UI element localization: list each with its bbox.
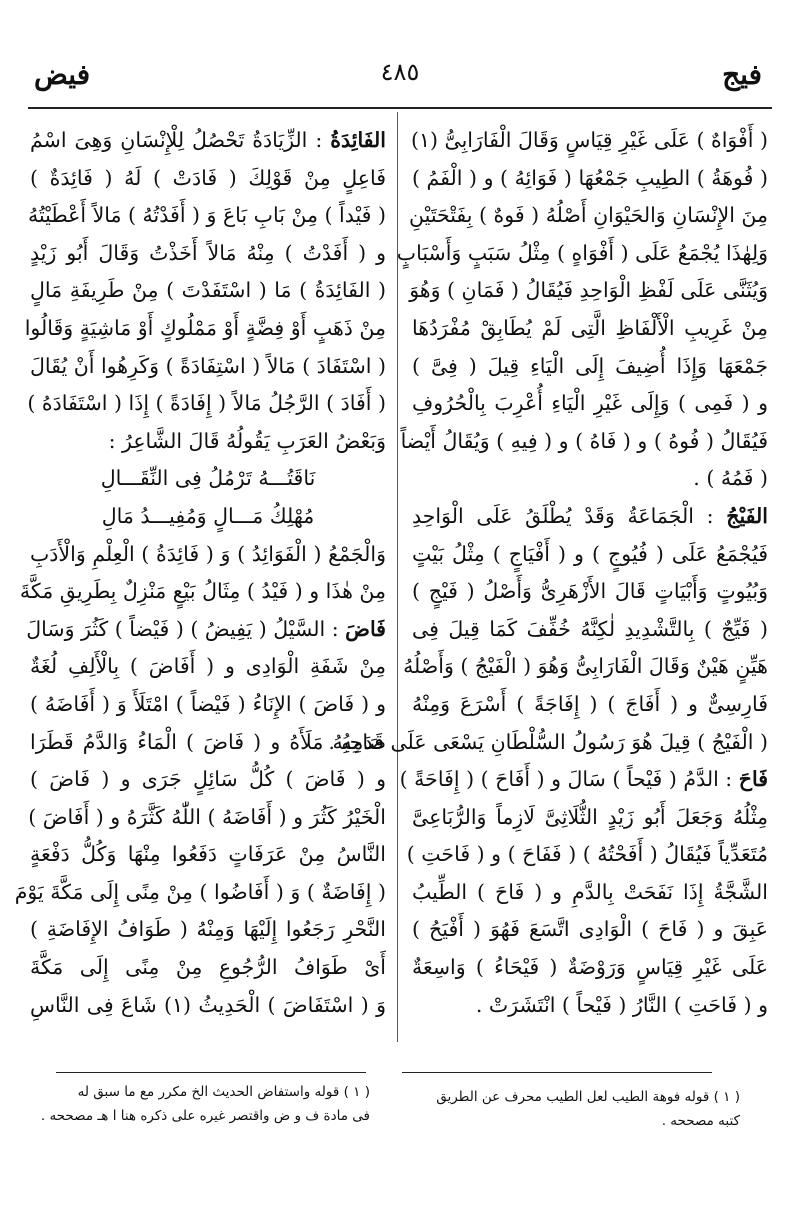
text-line: [412, 310, 768, 348]
text-line: [30, 498, 386, 536]
line-text: ( إِفَاضَةٌ ) وَ ( أَفَاضُوا ) مِنْ مِنًى إِلَى مَكَّةَ يَوْمَ: [14, 879, 386, 904]
text-line: [30, 987, 386, 1025]
footnote-left: [30, 1080, 370, 1128]
headword: فَاحَ: [738, 767, 768, 792]
text-line: [30, 536, 386, 574]
text-line: [396, 235, 768, 273]
footnote-rule-right: [402, 1072, 712, 1073]
line-text: صَاحِبُهُ مَلَأَهُ و ( فَاضَ ) الْمَاءُ وَالدَّمُ قَطَرَا: [30, 729, 386, 754]
line-text: النَّاسُ مِنْ عَرَفَاتٍ دَفَعُوا مِنْهَا وَكُلُّ دَفْعَةٍ: [30, 842, 386, 867]
line-text: ( فَيِّجٌ ) بِالتَّشْدِيدِ لٰكِنَّهُ خُفِّفَ كَمَا قِيلَ فِى: [412, 616, 768, 641]
text-line: [30, 836, 386, 874]
line-text: فَيُجْمَعُ عَلَى ( فُيُوجٍ ) و ( أَفْيَاجٍ ) مِثْلُ بَيْتٍ: [412, 541, 768, 566]
line-text: ( الفَائِدَةُ ) مَا ( اسْتَفَدْتَ ) مِنْ طَرِيفَةِ مَالٍ: [30, 278, 386, 303]
line-text: ( أَفْوَاهٌ ) عَلَى غَيْرِ قِيَاسٍ وَقَالَ الْفَارَابِىُّ (١): [410, 128, 768, 152]
text-line: [27, 197, 386, 235]
headword: فَاضَ: [345, 616, 386, 641]
line-text: و ( فَاضَ ) كُلُّ سَائِلٍ جَرَى و ( فَاضَ ): [30, 767, 386, 792]
text-line: [412, 949, 768, 987]
text-line: [30, 724, 386, 762]
header-left-word: فيض: [34, 58, 91, 91]
line-text: ( أَفَادَ ) الرَّجُلُ مَالاً ( إِفَادَةً ) إِذَا ( اسْتَفَادَهُ ): [27, 391, 386, 416]
text-line: [30, 423, 386, 461]
line-text: وَبَعْضُ العَرَبِ يَقُولُهُ قَالَ الشَّاعِرُ :: [108, 428, 386, 453]
line-text: وَ ( اسْتَفَاضَ ) الْحَدِيثُ (١) شَاعَ فِى النَّاسِ: [30, 992, 386, 1017]
line-text: مِنْ ذَهَبٍ أَوْ فِضَّةٍ أَوْ مَمْلُوكٍ أَوْ مَاشِيَةٍ وَقَالُوا: [24, 315, 386, 340]
footnote-line: ( ١ ) قوله فوهة الطيب لعل الطيب محرف عن الطريق: [436, 1089, 740, 1105]
text-line: [14, 874, 386, 912]
line-text: مُتَعَدِّياً فَيُقَالُ ( أَفَحْتُهُ ) ( فَفَاحَ ) و ( فَاحَتِ ): [406, 842, 768, 867]
text-line: [412, 573, 768, 611]
text-line: [400, 423, 768, 461]
line-text: عَبِقَ و ( فَاحَ ) الْوَادِى اتَّسَعَ فَهُوَ ( أَفْيَحُ ): [412, 917, 768, 942]
line-text: نَاقَتُـــهُ تَرْمُلُ فِى النِّقَـــالِ: [100, 466, 316, 491]
text-line: [30, 949, 386, 987]
text-line: [30, 648, 386, 686]
line-text: و ( فَمِى ) وَإِلَى غَيْرِ الْيَاءِ أُعْرِبَ بِالْحُرُوفِ: [412, 391, 768, 416]
line-text: : الزِّيَادَةُ تَحْصُلُ لِلْإِنْسَانِ وَهِىَ اسْمُ: [30, 128, 331, 152]
line-text: مِنْ شَفَةِ الْوَادِى و ( أَفَاضَ ) بِالْأَلِفِ لُغَةٌ: [30, 654, 386, 679]
text-line: [27, 385, 386, 423]
footnote-rule-left: [56, 1072, 366, 1073]
text-line: [412, 160, 768, 198]
text-line: [30, 122, 386, 160]
line-text: وَبُيُوتٍ وَأَبْيَاتٍ قَالَ الأَزْهَرِىُّ وَأَصْلُ ( فَيْجٍ ): [412, 579, 768, 604]
line-text: مِنْ هٰذَا و ( فَيْدُ ) مِثَالُ بَيْعٍ مَنْزِلٌ بِطَرِيقِ مَكَّةَ: [19, 579, 386, 604]
header-rule: [28, 107, 772, 109]
footnote-line: كتبه مصححه .: [661, 1113, 740, 1129]
line-text: ( اسْتَفَادَ ) مَالاً ( اسْتِفَادَةً ) وَكَرِهُوا أَنْ يُقَالَ: [30, 353, 386, 378]
text-line: [412, 385, 768, 423]
text-line: [412, 536, 768, 574]
line-text: ( فَمُهُ ) .: [693, 466, 768, 491]
line-text: عَلَى غَيْرِ قِيَاسٍ وَرَوْضَةٌ ( فَيْحَاءُ ) وَاسِعَةٌ: [412, 955, 768, 980]
line-text: و ( أَفَدْتُ ) مِنْهُ مَالاً أَخَذْتُ وَقَالَ أَبُو زَيْدٍ: [30, 240, 386, 265]
headword: الفَيْجُ: [726, 503, 768, 528]
text-line: [30, 272, 386, 310]
text-line: [412, 686, 768, 724]
text-line: [399, 761, 768, 799]
text-line: [30, 761, 386, 799]
line-text: : الدَّمُ ( فَيْحاً ) سَالَ و ( أَفَاحَ ) ( إِفَاحَةً ): [399, 767, 739, 792]
line-text: ( فُوهَةُ ) الطِيبِ جَمْعُهَا ( فَوَائِهُ ) و ( الْفَمُ ): [412, 165, 768, 190]
text-line: [412, 348, 768, 386]
text-line: [26, 611, 386, 649]
line-text: مِثْلُهُ وَجَعَلَ أَبُو زَيْدٍ الثُّلَاثِىَّ لَازِماً وَالرُّبَاعِىَّ: [412, 804, 768, 829]
header-right-word: فيج: [722, 58, 762, 91]
line-text: فَيُقَالُ ( فُوهُ ) و ( فَاهُ ) و ( فِيهِ ) وَيُقَالُ أَيْضاً: [400, 428, 768, 453]
text-line: [30, 235, 386, 273]
text-line: [412, 498, 768, 536]
line-text: وَلِهٰذَا يُجْمَعُ عَلَى ( أَفْوَاهٍ ) مِثْلُ سَبَبٍ وَأَسْبَابٍ: [396, 240, 768, 265]
line-text: مِنْ غَرِيبِ الْأَلْفَاظِ الَّتِى لَمْ يُطَابِقْ مُفْرَدُهَا: [412, 315, 768, 340]
text-line: [403, 648, 768, 686]
text-line: [409, 197, 768, 235]
line-text: و ( فَاضَ ) الإِنَاءُ ( فَيْضاً ) امْتَلَأَ وَ ( أَفَاضَهُ ): [30, 691, 386, 716]
line-text: جَمْعَهَا وَإِذَا أُضِيفَ إِلَى الْيَاءِ قِيلَ ( فِىَّ ): [412, 353, 768, 378]
text-line: [30, 348, 386, 386]
footnote-line: فى مادة ف و ض واقتصر غيره على ذكره هنا ا هـ مصححه .: [40, 1108, 370, 1124]
line-text: النَّحْرِ رَجَعُوا إِلَيْهَا وَمِنْهُ ( طَوَافُ الإِفَاضَةِ ): [30, 917, 386, 942]
text-line: [30, 686, 386, 724]
text-line: [412, 987, 768, 1025]
text-line: [30, 911, 386, 949]
line-text: فَاعِلٍ مِنْ قَوْلِكَ ( فَادَتْ ) لَهُ ( فَائِدَةٌ ): [30, 165, 386, 190]
text-line: [412, 460, 768, 498]
text-line: [328, 724, 768, 762]
line-text: فَارِسِىٌّ و ( أَفَاجَ ) ( إِفَاجَةً ) أَسْرَعَ وَمِنْهُ: [412, 691, 768, 716]
text-line: [30, 460, 386, 498]
footnote-right: [400, 1085, 740, 1133]
line-text: و ( فَاحَتِ ) النَّارُ ( فَيْحاً ) انْتَشَرَتْ .: [475, 992, 768, 1017]
line-text: ( فَيْداً ) مِنْ بَابِ بَاعَ وَ ( أَفَدْتُهُ ) مَالاً أَعْطَيْتُهُ: [27, 203, 386, 228]
line-text: مُهْلِكُ مَـــالٍ وَمُفِيـــدُ مَالِ: [101, 503, 315, 528]
line-text: : السَّيْلُ ( يَفِيضُ ) ( فَيْضاً ) كَثُرَ وَسَالَ: [26, 616, 346, 641]
line-text: هَيِّنٍ هَيْنٌ وَقَالَ الْفَارَابِىُّ وَهُوَ ( الْفَيْجُ ) وَأَصْلُهُ: [403, 654, 768, 679]
footnote-line: ( ١ ) قوله واستفاض الحديث الخ مكرر مع ما سبق له: [77, 1084, 370, 1100]
left-column: [14, 122, 386, 1024]
text-line: [412, 874, 768, 912]
line-text: وَيُثَنَّى عَلَى لَفْظِ الْوَاحِدِ فَيُقَالُ ( فَمَانِ ) وَهُوَ: [409, 278, 768, 303]
line-text: وَالْجَمْعُ ( الْفَوَائِدُ ) وَ ( فَائِدَةُ ) الْعِلْمِ وَالْأَدَبِ: [30, 541, 386, 566]
page-number: ٤٨٥: [380, 58, 420, 86]
line-text: الْخَيْرُ كَثُرَ و ( أَفَاضَهُ ) اللّٰهُ كَثَّرَهُ و ( أَفَاضَ ): [28, 804, 386, 829]
line-text: : الْجَمَاعَةُ وَقَدْ يُطْلَقُ عَلَى الْوَاحِدِ: [412, 503, 727, 528]
text-line: [412, 911, 768, 949]
text-line: [30, 160, 386, 198]
text-line: [30, 799, 386, 837]
text-line: [409, 272, 768, 310]
line-text: الشَّجَّةُ إِذَا نَفَحَتْ بِالدَّمِ و ( فَاحَ ) الطِّيبُ: [412, 879, 768, 904]
line-text: أَىْ طَوَافُ الرُّجُوعِ مِنْ مِنًى إِلَى مَكَّةَ: [30, 955, 386, 980]
text-line: [24, 310, 386, 348]
text-line: [406, 836, 768, 874]
text-line: [19, 573, 386, 611]
line-text: مِنَ الإِنْسَانِ وَالحَيْوَانِ أَصْلُهُ ( فَوهٌ ) بِفَتْحَتَيْنِ: [409, 203, 768, 228]
text-line: [412, 611, 768, 649]
line-text: ( الْفَيْجُ ) قِيلَ هُوَ رَسُولُ السُّلْطَانِ يَسْعَى عَلَى قَدَمِهِ .: [328, 729, 768, 754]
headword: الفَائِدَةُ: [330, 128, 386, 152]
text-line: [412, 122, 768, 160]
text-line: [412, 799, 768, 837]
